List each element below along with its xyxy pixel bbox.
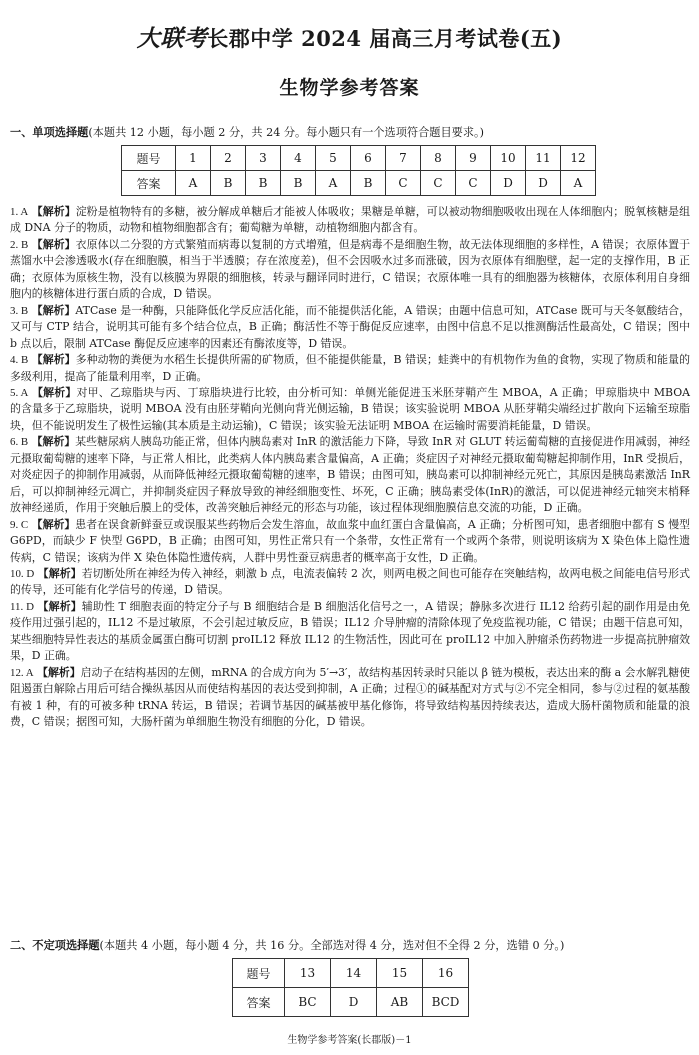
table2-answer-cell: BC: [285, 988, 331, 1017]
section2-title: 二、不定项选择题: [10, 938, 100, 952]
section1-note: (本题共 12 小题，每小题 2 分，共 24 分。每小题只有一个选项符合题目要求。): [88, 126, 485, 139]
explanation-item: [10, 303, 690, 352]
table1-number-row: [122, 146, 596, 171]
table1-answer-cell: D: [491, 171, 526, 196]
explanation-item: [10, 665, 690, 731]
table1-answer-cell: C: [386, 171, 421, 196]
table1-number-cell: 11: [526, 146, 561, 171]
item-number: 5. A: [10, 386, 29, 399]
table1-number-cell: 4: [281, 146, 316, 171]
table1-answer-cell: A: [316, 171, 351, 196]
table1-answer-cell: D: [526, 171, 561, 196]
item-tag: 【解析】: [31, 353, 76, 367]
item-tag: 【解析】: [37, 599, 82, 613]
explanation-item: [10, 566, 690, 599]
table2-answer-row: [233, 988, 469, 1017]
table1-row-label: 答案: [122, 171, 176, 196]
item-number: 11. D: [10, 600, 34, 613]
table1-number-cell: 2: [211, 146, 246, 171]
item-text: 多种动物的粪便为水稻生长提供所需的矿物质，但不能提供能量，B 错误；蛙粪中的有机物作为鱼的食物，实现了物质和能量的多级利用，提高了能量利用率，D 正确。: [10, 353, 690, 383]
item-text: 患者在误食新鲜蚕豆或误服某些药物后会发生溶血，故血浆中血红蛋白含量偏高，A 正确；分析图可知，患者细胞中都有 S 慢型 G6PD，而缺少 F 快型 G6PD，B 正确；由图可知，男性正常只有一个条带，女性正常有一个或两个条带，则说明该病为 X 染色体上隐性遗传病，C 错误；该病为伴 X 染色体隐性遗传病，人群中男性蚕豆病患者的概率高于女性，D 正确。: [10, 517, 690, 564]
table1-number-cell: 1: [176, 146, 211, 171]
item-text: 辅助性 T 细胞表面的特定分子与 B 细胞结合是 B 细胞活化信号之一，A 错误；静脉多次进行 IL12 给药引起的副作用是由免疫作用过强引起的，IL12 不是过敏原，不会引起过敏反应，B 错误；IL12 介导肿瘤的清除体现了免疫监视功能，C 错误；由题干信息可知，某些细胞特异性表达的基质金属蛋白酶可切割 proIL12 释放 IL12 的生物活性，因此可在 proIL12 中加入肿瘤杀伤药物进一步提高抗肿瘤效果，D 正确。: [10, 599, 690, 663]
table1-answer-cell: C: [456, 171, 491, 196]
item-number: 6. B: [10, 436, 29, 449]
item-text: 某些糖尿病人胰岛功能正常，但体内胰岛素对 InR 的激活能力下降，导致 InR 对 GLUT 转运葡萄糖的直接促进作用减弱，神经元摄取葡萄糖的速率下降，与正常人相比，此类病人体内胰岛素含量偏高，A 正确；炎症因子对神经元摄取葡萄糖起抑制作用，InR 受损后，对炎症因子的抑制作用减弱，从而降低神经元摄取葡萄糖的速率，B 错误；由图可知，胰岛素可以抑制神经元死亡，其原因是胰岛素激活 InR 后，可以抑制神经元凋亡，并抑制炎症因子释放导致的神经细胞变性、坏死，C 正确；胰岛素受体(InR)的激活，可以促进神经元轴突末梢释放神经递质，作用于突触后膜上的受体，改善突触后神经元的形态与功能，该过程体现细胞膜信息交流的功能，D 正确。: [10, 435, 690, 515]
item-text: ATCase 是一种酶，只能降低化学反应活化能，而不能提供活化能，A 错误；由题中信息可知，ATCase 既可与天冬氨酸结合，又可与 CTP 结合，说明其可能有多个结合位点，B 正确；酶活性不等于酶促反应速率，由图中信息不足以推测酶活性最高处，C 错误；图中 b 点以后，限制 ATCase 酶促反应速率的因素还有酶浓度等，D 错误。: [10, 303, 690, 350]
table2-answer-cell: AB: [377, 988, 423, 1017]
table2-number-row: [233, 959, 469, 988]
item-tag: 【解析】: [31, 237, 76, 251]
table1-answer-cell: C: [421, 171, 456, 196]
section2-note: (本题共 4 小题，每小题 4 分，共 16 分。全部选对得 4 分，选对但不全得 2 分，选错 0 分。): [99, 939, 565, 952]
explanation-item: [10, 237, 690, 303]
item-number: 12. A: [10, 666, 34, 679]
table2-answer-cell: D: [331, 988, 377, 1017]
explanation-item: [10, 434, 690, 516]
table2-answer-cell: BCD: [423, 988, 469, 1017]
explanation-item: [10, 204, 690, 237]
explanation-item: [10, 385, 690, 434]
item-tag: 【解析】: [31, 303, 76, 317]
section1-title: 一、单项选择题: [10, 125, 89, 139]
table1-number-cell: 8: [421, 146, 456, 171]
table2-number-cell: 16: [423, 959, 469, 988]
table2-row-label: 题号: [233, 959, 285, 988]
table1-answer-cell: B: [211, 171, 246, 196]
table1-answer-cell: B: [281, 171, 316, 196]
exam-title: 长郡中学 2024 届高三月考试卷(五): [207, 26, 563, 51]
table1-answer-cell: B: [246, 171, 281, 196]
table1-row-label: 题号: [122, 146, 176, 171]
item-tag: 【解析】: [31, 205, 76, 218]
table1-answer-cell: B: [351, 171, 386, 196]
table1-number-cell: 5: [316, 146, 351, 171]
item-number: 3. B: [10, 304, 29, 317]
item-number: 2. B: [10, 238, 29, 251]
answer-table-1: [121, 145, 596, 196]
item-tag: 【解析】: [31, 435, 76, 449]
table1-number-cell: 9: [456, 146, 491, 171]
item-tag: 【解析】: [37, 665, 81, 679]
explanation-list: [10, 204, 690, 731]
table2-number-cell: 13: [285, 959, 331, 988]
explanation-item: [10, 352, 690, 385]
table1-number-cell: 7: [386, 146, 421, 171]
table1-answer-row: [122, 171, 596, 196]
item-tag: 【解析】: [32, 385, 77, 399]
page-subtitle: 生物学参考答案: [279, 77, 420, 99]
item-text: 若切断处所在神经为传入神经，刺激 b 点，电流表偏转 2 次，则两电极之间也可能存在突触结构，故两电极之间能电信号形式的传导，还可能有化学信号的传递，D 错误。: [10, 566, 690, 597]
table1-number-cell: 6: [351, 146, 386, 171]
item-text: 淀粉是植物特有的多糖，被分解成单糖后才能被人体吸收；果糖是单糖，可以被动物细胞吸收出现在人体细胞内；脱氧核糖是组成 DNA 分子的物质，动物和植物细胞都含有；葡萄糖为单糖，动植物细胞内都含有。: [10, 205, 690, 235]
table2-row-label: 答案: [233, 988, 285, 1017]
answer-table-2: [232, 958, 469, 1017]
page-footer: 生物学参考答案(长郡版)－1: [287, 1035, 412, 1046]
item-number: 10. D: [10, 567, 35, 580]
item-number: 1. A: [10, 206, 29, 218]
explanation-item: [10, 517, 690, 566]
table2-number-cell: 15: [377, 959, 423, 988]
explanation-item: [10, 599, 690, 665]
brand-logo: 大联考: [136, 25, 208, 52]
table2-number-cell: 14: [331, 959, 377, 988]
item-tag: 【解析】: [37, 566, 82, 580]
item-text: 对甲、乙琼脂块与丙、丁琼脂块进行比较，由分析可知：单侧光能促进玉米胚芽鞘产生 MBOA，A 正确；甲琼脂块中 MBOA 的含量多于乙琼脂块，说明 MBOA 没有由胚芽鞘向光侧向背光侧运输，B 错误；该实验说明 MBOA 从胚芽鞘尖端经过扩散向下运输至琼脂块，但不能说明发生了极性运输(其本质是主动运输)，C 错误；该实验无法证明 MBOA 在运输时需要消耗能量，D 错误。: [10, 385, 690, 432]
table1-answer-cell: A: [561, 171, 596, 196]
section2-heading: [10, 937, 564, 953]
table1-answer-cell: A: [176, 171, 211, 196]
item-number: 4. B: [10, 354, 29, 367]
item-tag: 【解析】: [31, 517, 76, 531]
table1-number-cell: 3: [246, 146, 281, 171]
section1-heading: [10, 124, 484, 140]
table1-number-cell: 10: [491, 146, 526, 171]
item-text: 启动子在结构基因的左侧，mRNA 的合成方向为 5′→3′，故结构基因转录时只能以 β 链为模板，表达出来的酶 a 会水解乳糖使阻遏蛋白解除占用后可结合操纵基因从而使结构基因的表达受到抑制，A 正确；过程①的碱基配对方式与②不完全相同，参与②过程的氨基酸有被 1 种，有的可被多种 tRNA 转运，B 错误；若调节基因的碱基被甲基化修饰，将导致结构基因持续表达，造成大肠杆菌物质和能量的浪费，C 错误；据图可知，大肠杆菌为单细胞生物没有细胞的分化，D 错误。: [10, 665, 690, 729]
exam-header: [0, 20, 699, 53]
table1-number-cell: 12: [561, 146, 596, 171]
item-text: 衣原体以二分裂的方式繁殖而病毒以复制的方式增殖，但是病毒不是细胞生物，故无法体现细胞的多样性，A 错误；衣原体置于蒸馏水中会渗透吸水(存在细胞膜，相当于半透膜；存在浓度差)，但不会因吸水过多而涨破，因为衣原体有细胞壁，起一定的支撑作用，B 正确；衣原体为原核生物，没有以核膜为界限的细胞核，转录与翻译同时进行，C 错误；衣原体唯一具有的细胞器为核糖体，衣原体利用自身细胞内的核糖体进行蛋白质的合成，D 错误。: [10, 237, 690, 301]
item-number: 9. C: [10, 518, 29, 531]
